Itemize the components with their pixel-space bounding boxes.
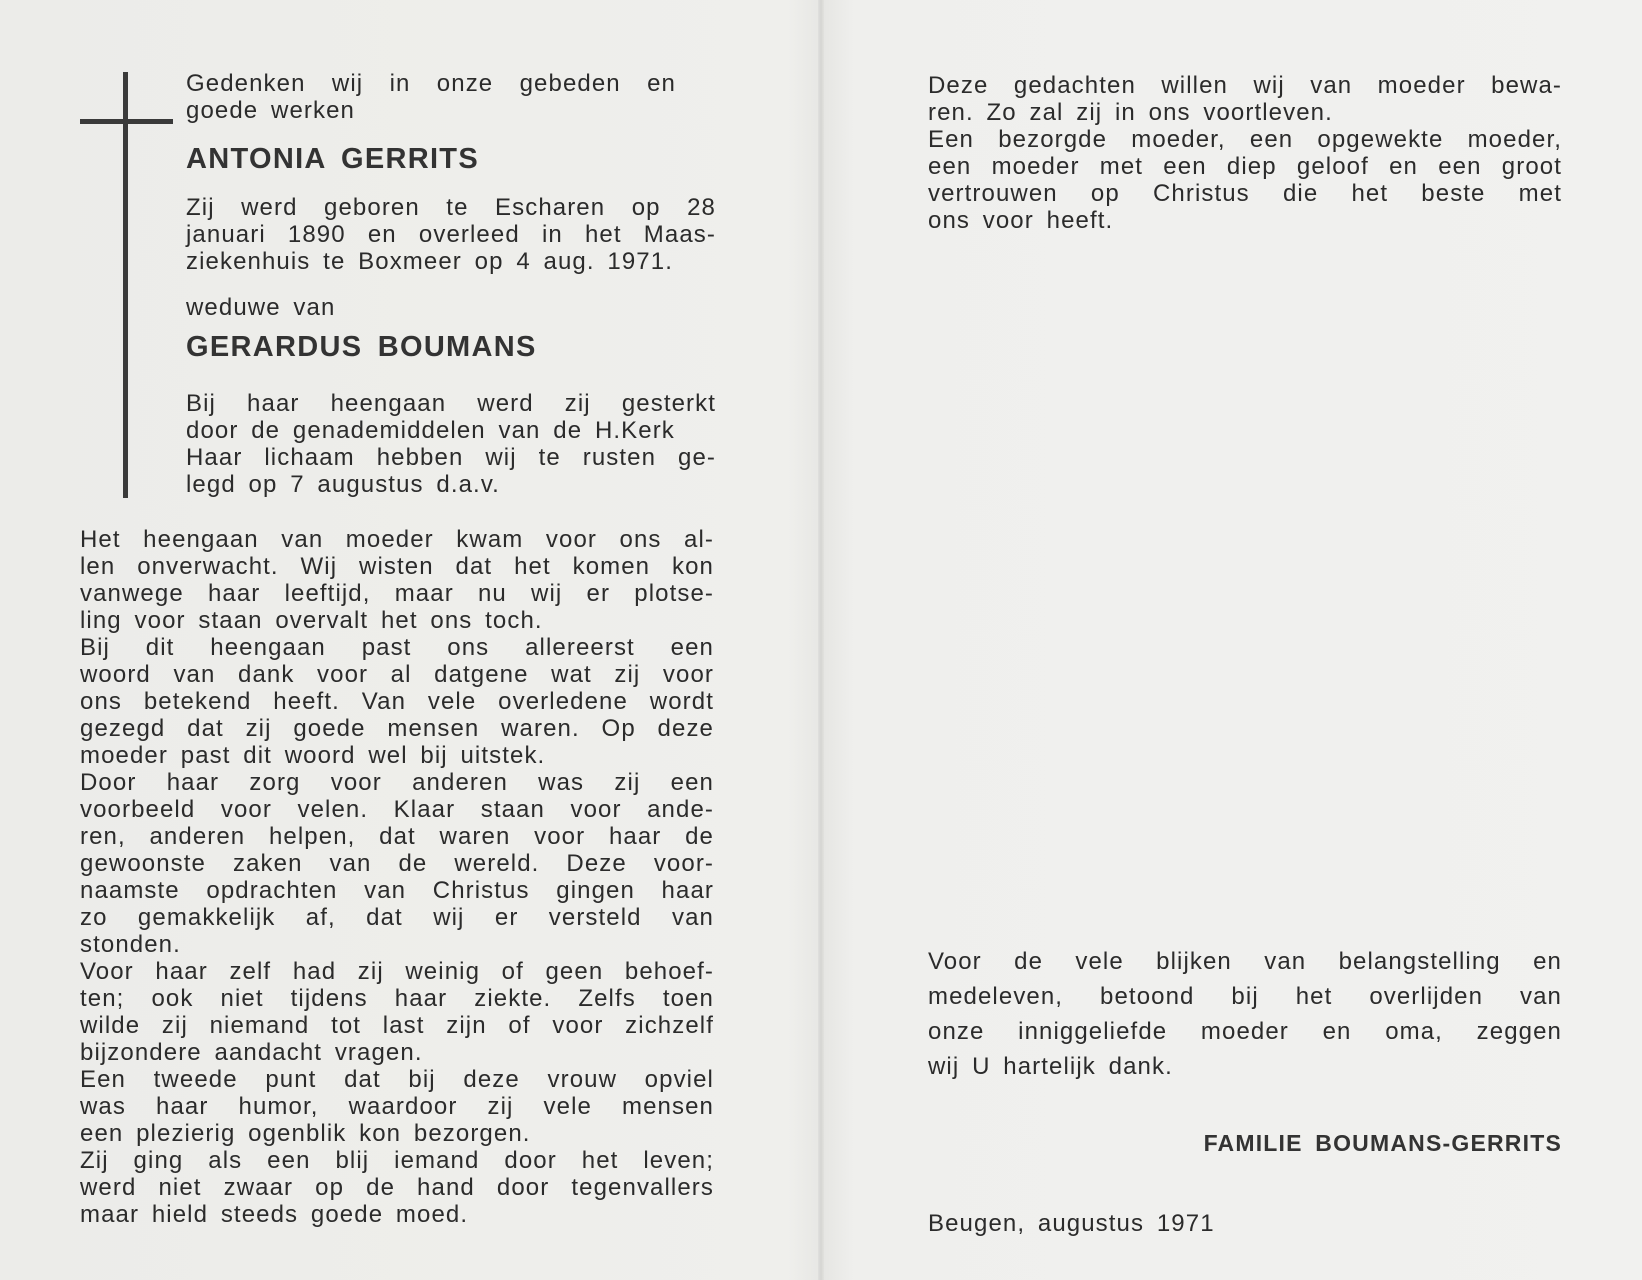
burial-text (186, 390, 716, 498)
text-line: Een tweede punt dat bij deze vrouw opviel (80, 1066, 714, 1093)
burial-line: Haar lichaam hebben wij te rusten ge- (186, 444, 716, 471)
text-line: werd niet zwaar op de hand door tegenvallers (80, 1174, 714, 1201)
text-line: Het heengaan van moeder kwam voor ons al- (80, 526, 714, 553)
burial-line: door de genademiddelen van de H.Kerk (186, 417, 675, 444)
text-line: ling voor staan overvalt het ons toch. (80, 607, 543, 634)
birth-death-line: Zij werd geboren te Escharen op 28 (186, 194, 716, 221)
text-line: naamste opdrachten van Christus gingen haar (80, 877, 714, 904)
text-line: wilde zij niemand tot last zijn of voor zichzelf (80, 1012, 714, 1039)
intro-line: goede werken (186, 97, 355, 124)
text-line: een plezierig ogenblik kon bezorgen. (80, 1120, 531, 1147)
text-line: vanwege haar leeftijd, maar nu wij er plotse- (80, 580, 714, 607)
text-line: len onverwacht. Wij wisten dat het komen kon (80, 553, 714, 580)
text-line: moeder past dit woord wel bij uitstek. (80, 742, 546, 769)
thanks-line: Voor de vele blijken van belangstelling en (928, 948, 1562, 975)
text-line: woord van dank voor al datgene wat zij voor (80, 661, 714, 688)
family-signature: FAMILIE BOUMANS-GERRITS (1203, 1130, 1562, 1156)
birth-death-line: januari 1890 en overleed in het Maas- (186, 221, 716, 248)
text-line: stonden. (80, 931, 181, 958)
thoughts-line: ren. Zo zal zij in ons voortleven. (928, 99, 1333, 126)
text-line: maar hield steeds goede moed. (80, 1201, 469, 1228)
card-fold (818, 0, 824, 1280)
spouse-name: GERARDUS BOUMANS (186, 331, 537, 363)
thoughts-text (928, 72, 1562, 234)
thoughts-line: Een bezorgde moeder, een opgewekte moeder, (928, 126, 1562, 153)
text-line: Zij ging als een blij iemand door het leven; (80, 1147, 714, 1174)
text-line: ons betekend heeft. Van vele overledene wordt (80, 688, 714, 715)
cross-vertical-bar (123, 72, 128, 498)
text-line: Bij dit heengaan past ons allereerst een (80, 634, 714, 661)
text-line: was haar humor, waardoor zij vele mensen (80, 1093, 714, 1120)
thoughts-line: een moeder met een diep geloof en een groot (928, 153, 1562, 180)
text-line: gewoonste zaken van de wereld. Deze voor- (80, 850, 714, 877)
deceased-name: ANTONIA GERRITS (186, 143, 479, 175)
text-line: bijzondere aandacht vragen. (80, 1039, 423, 1066)
text-line: ten; ook niet tijdens haar ziekte. Zelfs toen (80, 985, 714, 1012)
burial-line: Bij haar heengaan werd zij gesterkt (186, 390, 716, 417)
place-date: Beugen, augustus 1971 (928, 1210, 1215, 1237)
thoughts-line: ons voor heeft. (928, 207, 1114, 234)
thoughts-line: Deze gedachten willen wij van moeder bewa- (928, 72, 1562, 99)
widow-of-label: weduwe van (186, 294, 336, 321)
intro-line: Gedenken wij in onze gebeden en (186, 70, 676, 97)
text-line: Door haar zorg voor anderen was zij een (80, 769, 714, 796)
cross-horizontal-bar (80, 119, 173, 124)
burial-line: legd op 7 augustus d.a.v. (186, 471, 500, 498)
thanks-line: wij U hartelijk dank. (928, 1053, 1173, 1080)
main-text (80, 526, 714, 1228)
thanks-text (928, 944, 1562, 1084)
thanks-line: onze inniggeliefde moeder en oma, zeggen (928, 1018, 1562, 1045)
text-line: zo gemakkelijk af, dat wij er versteld van (80, 904, 714, 931)
birth-death-text (186, 194, 716, 275)
text-line: voorbeeld voor velen. Klaar staan voor ande- (80, 796, 714, 823)
thanks-line: medeleven, betoond bij het overlijden van (928, 983, 1562, 1010)
birth-death-line: ziekenhuis te Boxmeer op 4 aug. 1971. (186, 248, 673, 275)
intro-text (186, 70, 676, 124)
text-line: gezegd dat zij goede mensen waren. Op deze (80, 715, 714, 742)
text-line: ren, anderen helpen, dat waren voor haar de (80, 823, 714, 850)
thoughts-line: vertrouwen op Christus die het beste met (928, 180, 1562, 207)
text-line: Voor haar zelf had zij weinig of geen behoef- (80, 958, 714, 985)
